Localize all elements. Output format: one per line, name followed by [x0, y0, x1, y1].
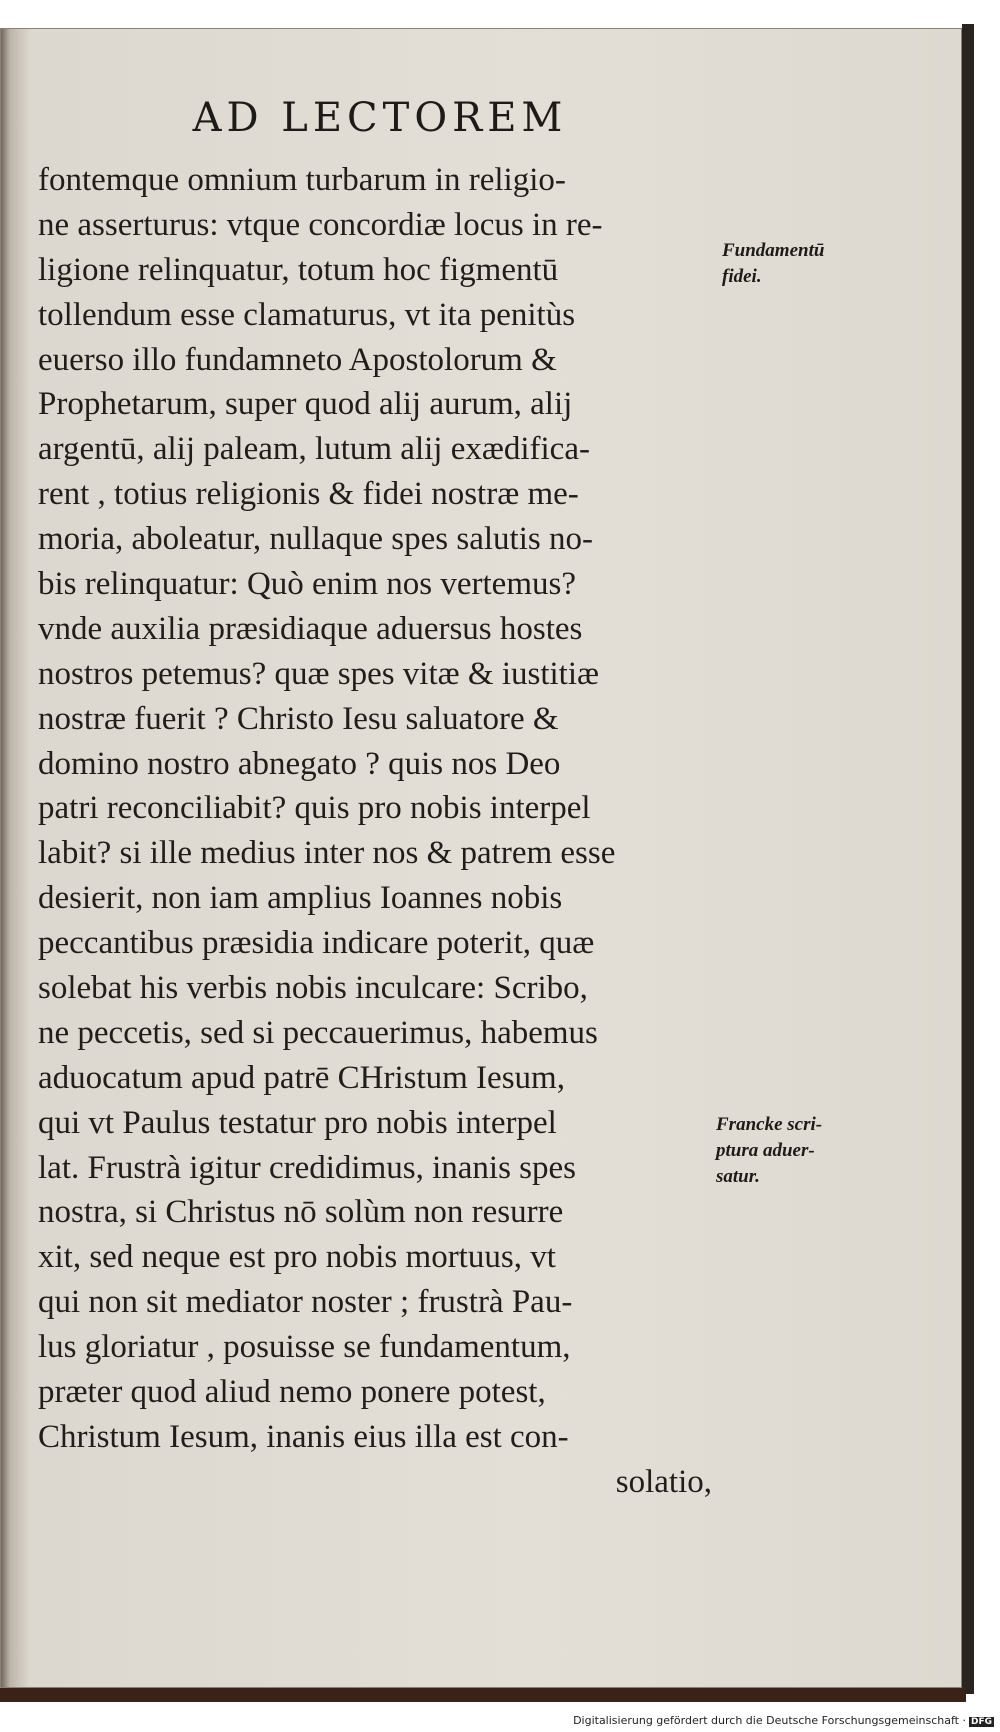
text-line: vnde auxilia præsidiaque aduersus hostes	[38, 610, 583, 647]
text-line: aduocatum apud patrē CHristum Iesum,	[38, 1059, 565, 1096]
text-line: rent , totius religionis & fidei nostræ me-	[38, 476, 579, 513]
text-line: euerso illo fundamneto Apostolorum &	[38, 341, 557, 378]
text-line: lus gloriatur , posuisse se fundamentum,	[38, 1329, 571, 1366]
body-text	[38, 158, 718, 1505]
text-line: patri reconciliabit? quis pro nobis interpel	[38, 790, 591, 827]
page-bottom-edge	[0, 1688, 966, 1702]
text-line: ne peccetis, sed si peccauerimus, habemus	[38, 1014, 598, 1051]
margin-note-line: Fundamentū	[722, 240, 825, 261]
catchword: solatio,	[615, 1463, 712, 1500]
text-line: Prophetarum, super quod alij aurum, alij	[38, 386, 573, 423]
text-line: domino nostro abnegato ? quis nos Deo	[38, 745, 561, 782]
text-line: nostra, si Christus nō solùm non resurre	[38, 1194, 564, 1231]
text-line: bis relinquatur: Quò enim nos vertemus?	[38, 566, 576, 603]
text-line: lat. Frustrà igitur credidimus, inanis spes	[38, 1149, 577, 1186]
text-line: ne asserturus: vtque concordiæ locus in re-	[38, 206, 603, 243]
running-head: AD LECTOREM	[192, 95, 568, 141]
digitization-credit	[573, 1714, 994, 1727]
text-line: peccantibus præsidia indicare poterit, quæ	[38, 925, 595, 962]
text-line: solebat his verbis nobis inculcare: Scribo,	[38, 970, 588, 1007]
text-line: ligione relinquatur, totum hoc figmentū	[38, 251, 559, 288]
margin-note-fundamentum	[722, 238, 824, 290]
text-line: xit, sed neque est pro nobis mortuus, vt	[38, 1239, 556, 1276]
credit-text: Digitalisierung gefördert durch die Deutsche Forschungsgemeinschaft ·	[573, 1714, 966, 1727]
text-line: qui non sit mediator noster ; frustrà Pau-	[38, 1284, 573, 1321]
text-line: præter quod aliud nemo ponere potest,	[38, 1374, 546, 1411]
dfg-logo: DFG	[970, 1717, 992, 1727]
text-line: qui vt Paulus testatur pro nobis interpel	[38, 1104, 557, 1141]
margin-note-line: ptura aduer-	[716, 1140, 815, 1161]
text-line: nostros petemus? quæ spes vitæ & iustitiæ	[38, 655, 600, 692]
text-line: fontemque omnium turbarum in religio-	[38, 162, 566, 198]
text-line: argentū, alij paleam, lutum alij exædifica-	[38, 431, 590, 468]
text-line: tollendum esse clamaturus, vt ita penitùs	[38, 296, 576, 333]
text-line: labit? si ille medius inter nos & patrem esse	[38, 835, 616, 872]
page-edge-shadow	[962, 24, 974, 1694]
text-line: nostræ fuerit ? Christo Iesu saluatore &	[38, 700, 559, 737]
margin-note-line: fidei.	[722, 266, 762, 287]
text-line: moria, aboleatur, nullaque spes salutis no-	[38, 521, 593, 558]
text-line: desierit, non iam amplius Ioannes nobis	[38, 880, 563, 917]
margin-note-line: satur.	[716, 1166, 760, 1187]
margin-note-line: Francke scri-	[716, 1114, 823, 1135]
margin-note-francke	[716, 1112, 822, 1190]
text-line: Christum Iesum, inanis eius illa est con-	[38, 1418, 569, 1455]
